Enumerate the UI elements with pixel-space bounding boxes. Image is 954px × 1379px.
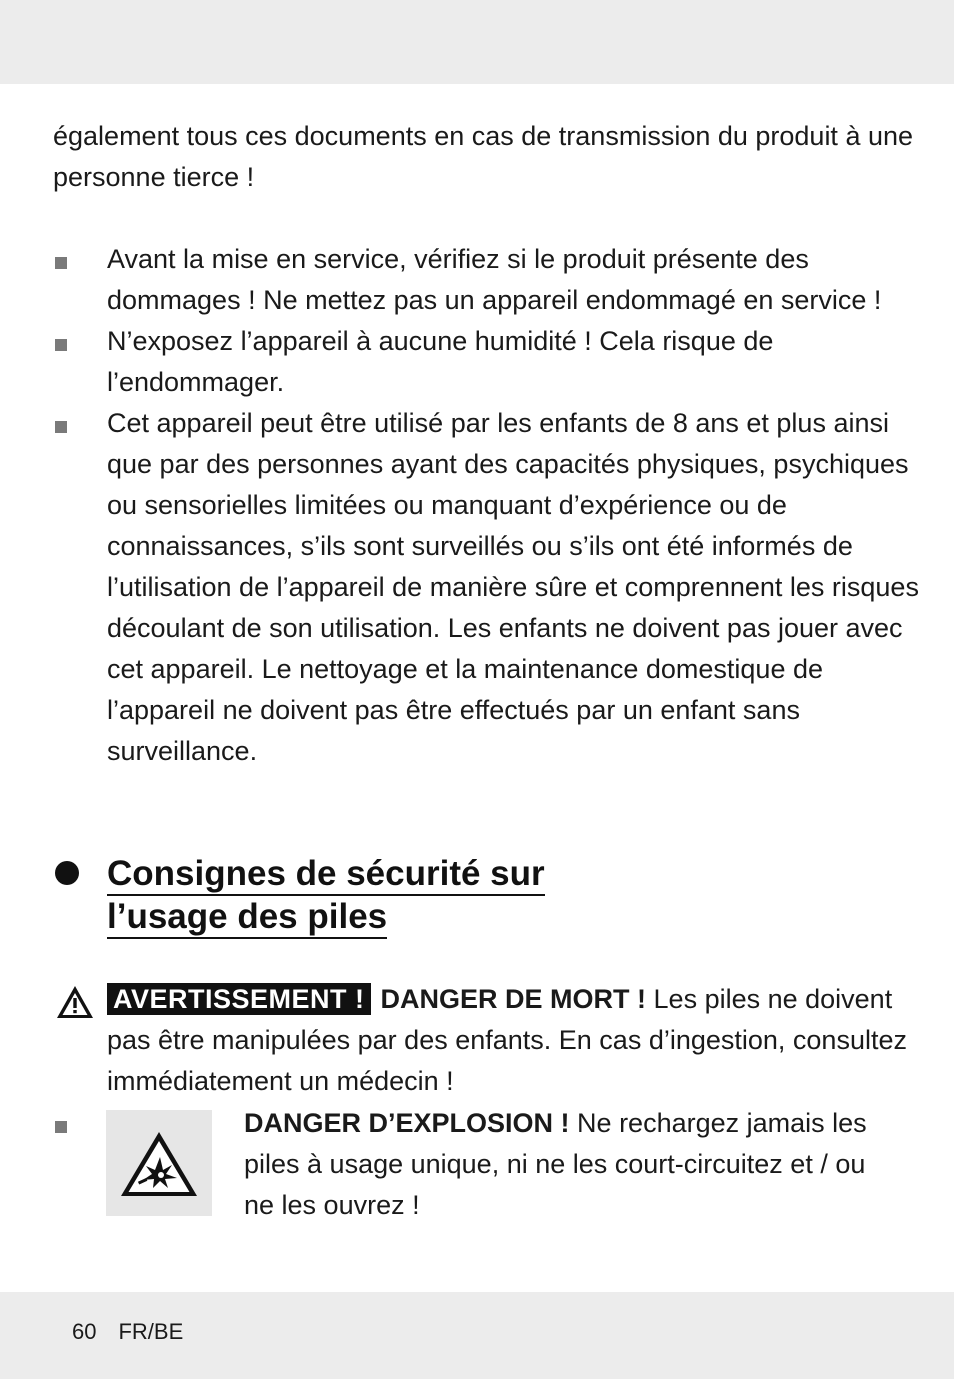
square-bullet-icon [55, 339, 67, 351]
bullet-text: Cet appareil peut être utilisé par les enfants de 8 ans et plus ainsi que par des personnes ayant des capacités physiques, psychiques ou sensorielles limitées ou manquant d’expérience ou de connaissances, s’ils sont surveillés ou s’ils ont été informés de l’utilisation de l’appareil de manière sûre et comprennent les risques découlant de son utilisation. Les enfants ne doivent pas jouer avec cet appareil. Le nettoyage et la maintenance domestique de l’appareil ne doivent pas être effectués par un enfant sans surveillance. [107, 408, 919, 766]
square-bullet-icon [55, 257, 67, 269]
list-item [53, 239, 933, 321]
list-item [53, 403, 933, 772]
warning-body: Les piles ne doivent pas être manipulées par des enfants. En cas d’ingestion, consultez immédiatement un médecin ! [107, 984, 907, 1096]
danger-label: DANGER DE MORT ! [380, 984, 647, 1014]
section-title [107, 853, 933, 939]
section-title-line-1: Consignes de sécurité sur [107, 853, 545, 896]
explosion-hazard-icon [106, 1110, 212, 1216]
locale-label: FR/BE [118, 1319, 184, 1344]
warning-triangle-icon [55, 984, 95, 1020]
square-bullet-icon [55, 1121, 67, 1133]
list-item [53, 321, 933, 403]
explosion-label: DANGER D’EXPLOSION ! [244, 1108, 570, 1138]
intro-paragraph: également tous ces documents en cas de transmission du produit à une personne tierce ! [53, 121, 914, 192]
safety-bullet-list [53, 239, 933, 772]
warning-text [53, 979, 933, 1102]
bullet-text: Avant la mise en service, vérifiez si le produit présente des dommages ! Ne mettez pas un appareil endommagé en service ! [107, 244, 882, 315]
explosion-text [244, 1103, 884, 1226]
explosion-hazard-pictogram [106, 1110, 212, 1216]
bullet-text: N’exposez l’appareil à aucune humidité ! Cela risque de l’endommager. [107, 326, 774, 397]
battery-safety-section [53, 853, 933, 939]
header-band [0, 0, 954, 84]
square-bullet-icon [55, 421, 67, 433]
explosion-body: Ne rechargez jamais les piles à usage unique, ni ne les court-circuitez et / ou ne les ouvrez ! [244, 1108, 867, 1220]
page-footer [72, 1318, 183, 1346]
page-number: 60 [72, 1319, 97, 1344]
filled-circle-bullet-icon [55, 861, 79, 885]
danger-warning [53, 979, 933, 1102]
section-title-line-2: l’usage des piles [107, 896, 387, 939]
warning-badge: AVERTISSEMENT ! [107, 983, 371, 1015]
